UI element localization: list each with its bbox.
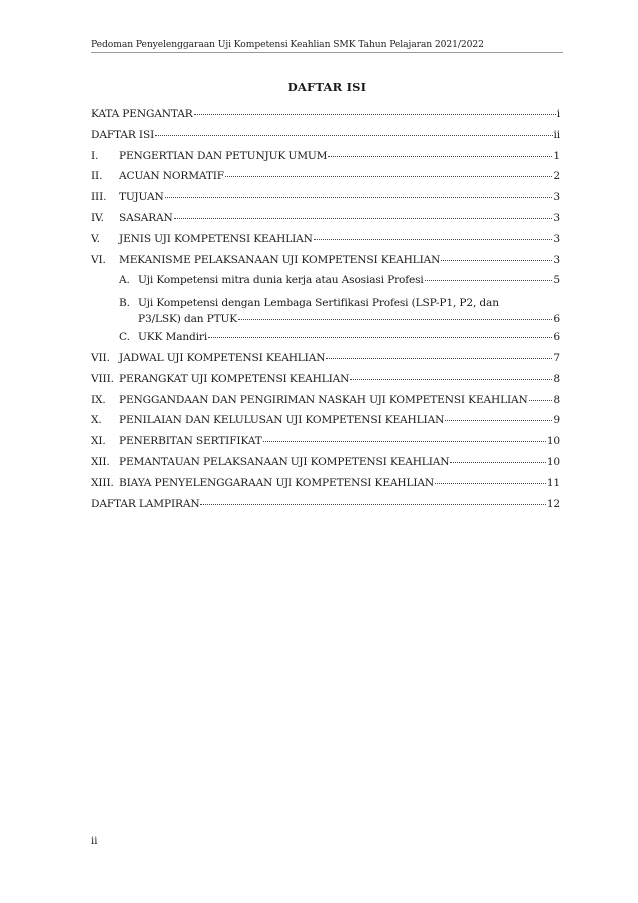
toc-number: VIII.: [91, 372, 114, 385]
toc-subentry-b[interactable]: [91, 295, 560, 327]
dot-leader: [441, 260, 552, 261]
toc-page-number: 3: [553, 191, 560, 204]
toc-page-number: 9: [553, 414, 560, 427]
toc-number: IV.: [91, 211, 104, 224]
dot-leader: [326, 358, 552, 359]
toc-label: PERANGKAT UJI KOMPETENSI KEAHLIAN: [119, 372, 350, 385]
toc-page-number: i: [556, 108, 560, 120]
toc-number: XIII.: [91, 476, 114, 489]
dot-leader: [225, 176, 552, 177]
dot-leader: [435, 483, 546, 484]
dot-leader: [155, 135, 552, 136]
toc-label: PENGERTIAN DAN PETUNJUK UMUM: [119, 149, 328, 162]
toc-page-number: 7: [553, 351, 560, 364]
toc-label: PENILAIAN DAN KELULUSAN UJI KOMPETENSI KEAHLIAN: [119, 414, 445, 427]
toc-page-number: 10: [546, 455, 560, 468]
dot-leader: [194, 114, 556, 115]
toc-entry-biaya[interactable]: [91, 477, 560, 498]
toc-number: C.: [119, 331, 130, 344]
toc-number: II.: [91, 170, 103, 183]
dot-leader: [174, 218, 553, 219]
dot-leader: [238, 319, 552, 320]
toc-number: B.: [119, 297, 130, 310]
toc-number: XI.: [91, 435, 106, 448]
toc-label: TUJUAN: [119, 191, 164, 204]
toc-number: XII.: [91, 455, 110, 468]
toc-number: X.: [91, 414, 102, 427]
toc-entry-tujuan[interactable]: [91, 191, 560, 212]
toc-entry-sasaran[interactable]: [91, 212, 560, 233]
toc-page-number: 3: [553, 232, 560, 245]
toc-number: A.: [119, 274, 130, 287]
dot-leader: [445, 420, 552, 421]
toc-label: Uji Kompetensi mitra dunia kerja atau Asosiasi Profesi: [138, 274, 424, 287]
toc-page-number: 11: [546, 476, 560, 489]
toc-page-number: 6: [553, 331, 560, 344]
toc-page-number: 8: [553, 372, 560, 385]
toc-entry-daftar-isi[interactable]: [91, 129, 560, 150]
toc-number: V.: [91, 232, 100, 245]
toc-entry-daftar-lampiran[interactable]: [91, 498, 560, 519]
toc-page-number: 5: [553, 274, 560, 287]
toc-number: III.: [91, 191, 107, 204]
toc-page-number: 1: [553, 149, 560, 162]
dot-leader: [208, 337, 552, 338]
dot-leader: [263, 441, 546, 442]
toc-label: JENIS UJI KOMPETENSI KEAHLIAN: [119, 232, 313, 245]
toc-label: UKK Mandiri: [138, 331, 208, 344]
toc-page-number: ii: [553, 128, 560, 141]
toc-entry-acuan-normatif[interactable]: [91, 170, 560, 191]
toc-page-number: 8: [553, 393, 560, 406]
dot-leader: [200, 504, 545, 505]
toc-label: DAFTAR LAMPIRAN: [91, 497, 200, 510]
toc-label-line1: Uji Kompetensi dengan Lembaga Sertifikasi Profesi (LSP-P1, P2, dan: [138, 297, 499, 310]
toc-entry-jenis-uji[interactable]: [91, 233, 560, 254]
toc-label: MEKANISME PELAKSANAAN UJI KOMPETENSI KEAHLIAN: [119, 253, 441, 266]
toc-page-number: 6: [553, 313, 560, 326]
page-title: DAFTAR ISI: [287, 80, 367, 94]
toc-page-number: 3: [553, 211, 560, 224]
dot-leader: [425, 280, 553, 281]
toc-label: KATA PENGANTAR: [91, 108, 193, 120]
toc-label: BIAYA PENYELENGGARAAN UJI KOMPETENSI KEAHLIAN: [119, 476, 435, 489]
toc-page-number: 12: [546, 497, 560, 510]
toc-entry-pemantauan[interactable]: [91, 456, 560, 477]
toc-label: PEMANTAUAN PELAKSANAAN UJI KOMPETENSI KEAHLIAN: [119, 455, 450, 468]
toc-label: PENGGANDAAN DAN PENGIRIMAN NASKAH UJI KOMPETENSI KEAHLIAN: [119, 393, 528, 406]
toc-entry-kata-pengantar[interactable]: [91, 108, 560, 129]
toc-subentry-c[interactable]: [91, 331, 560, 352]
toc-entry-mekanisme[interactable]: [91, 254, 560, 275]
toc-entry-perangkat[interactable]: [91, 373, 560, 394]
toc-label-line2: P3/LSK) dan PTUK: [138, 313, 238, 326]
dot-leader: [529, 400, 553, 401]
toc-page-number: 3: [553, 253, 560, 266]
toc-page-number: 2: [553, 170, 560, 183]
toc-entry-jadwal[interactable]: [91, 352, 560, 373]
toc-entry-pengertian[interactable]: [91, 150, 560, 171]
toc-page-number: 10: [546, 435, 560, 448]
header-divider: [91, 52, 563, 53]
table-of-contents: [91, 108, 560, 518]
toc-number: VI.: [91, 253, 106, 266]
toc-number: VII.: [91, 351, 110, 364]
toc-label: PENERBITAN SERTIFIKAT: [119, 435, 262, 448]
toc-subentry-a[interactable]: [91, 274, 560, 295]
toc-entry-penerbitan[interactable]: [91, 435, 560, 456]
toc-number: I.: [91, 149, 99, 162]
toc-label: SASARAN: [119, 211, 173, 224]
toc-label: JADWAL UJI KOMPETENSI KEAHLIAN: [119, 351, 326, 364]
dot-leader: [350, 379, 552, 380]
toc-label: ACUAN NORMATIF: [119, 170, 224, 183]
dot-leader: [450, 462, 545, 463]
dot-leader: [165, 197, 553, 198]
dot-leader: [314, 239, 553, 240]
toc-entry-penggandaan[interactable]: [91, 394, 560, 415]
toc-number: IX.: [91, 393, 106, 406]
toc-entry-penilaian[interactable]: [91, 414, 560, 435]
running-header: Pedoman Penyelenggaraan Uji Kompetensi Keahlian SMK Tahun Pelajaran 2021/2022: [91, 39, 484, 50]
toc-label: DAFTAR ISI: [91, 128, 155, 141]
footer-page-number: ii: [91, 836, 98, 847]
dot-leader: [328, 156, 552, 157]
